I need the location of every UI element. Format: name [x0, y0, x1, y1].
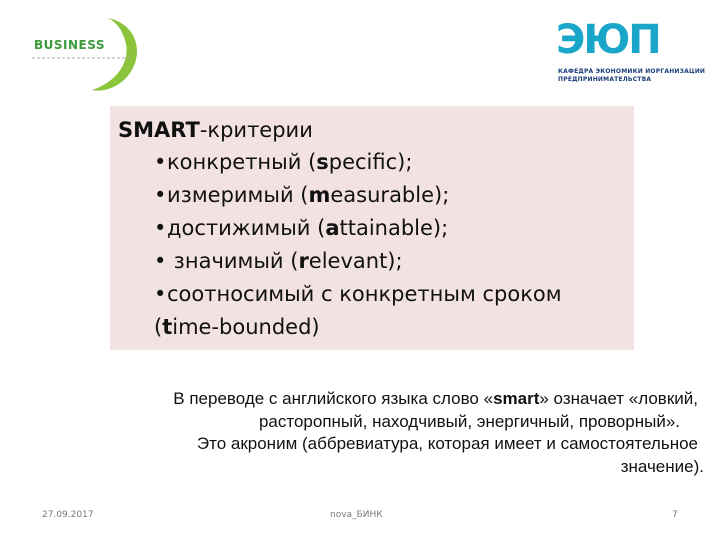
footer-date: 27.09.2017 [42, 510, 94, 520]
bullet-icon: • [154, 249, 167, 273]
translation-line-2: расторопный, находчивый, энергичный, проворный». [258, 411, 680, 431]
item-text: достижимый ( [167, 216, 326, 240]
item-text-end: pecific); [328, 150, 413, 174]
bullet-icon: • [154, 150, 167, 174]
translation-text-end: » означает «ловкий, [539, 389, 698, 408]
item-letter: t [162, 315, 173, 339]
translation-keyword: smart [493, 389, 540, 408]
eop-caption-line2: ПРЕДПРИНИМАТЕЛЬСТВА [558, 76, 652, 83]
bullet-icon: • [154, 282, 167, 306]
smart-title-bold: SMART [118, 118, 200, 142]
smart-title-rest: -критерии [199, 118, 313, 142]
footer-author: nova_БИНК [330, 510, 383, 520]
smart-title [118, 116, 313, 144]
item-letter: m [308, 183, 331, 207]
item-letter: a [325, 216, 340, 240]
translation-line-3: Это акроним (аббревиатура, которая имеет и самостоятельное [196, 434, 698, 453]
translation-paragraph [40, 388, 704, 478]
eop-logo [556, 17, 706, 88]
list-item [154, 245, 562, 278]
footer-page-number: 7 [672, 510, 678, 520]
list-item [154, 311, 562, 344]
list-item [154, 278, 562, 311]
bullet-icon: • [154, 216, 167, 240]
item-text: ( [154, 315, 163, 339]
item-text: соотносимый с конкретным сроком [167, 282, 562, 306]
translation-text: В переводе с английского языка слово « [173, 389, 494, 408]
item-text-end: elevant); [308, 249, 403, 273]
item-text-end: easurable); [330, 183, 450, 207]
smart-criteria-list [154, 146, 562, 344]
bullet-icon: • [154, 183, 167, 207]
business-logo-text: BUSINESS [34, 38, 105, 52]
list-item [154, 146, 562, 179]
item-text: значимый ( [167, 249, 299, 273]
item-text: конкретный ( [167, 150, 317, 174]
business-logo [30, 14, 150, 94]
translation-line-1 [40, 388, 704, 411]
smart-criteria-box [110, 106, 634, 350]
item-letter: s [316, 150, 329, 174]
translation-line-4: значение). [620, 456, 704, 476]
business-swoosh-icon [30, 14, 150, 94]
item-letter: r [298, 249, 309, 273]
item-text-end: ime-bounded) [172, 315, 320, 339]
eop-logo-text: ЭЮП [556, 17, 660, 63]
list-item [154, 212, 562, 245]
eop-caption-line1: КАФЕДРА ЭКОНОМИКИ ИОРГАНИЗАЦИИ [558, 68, 706, 75]
list-item [154, 179, 562, 212]
item-text: измеримый ( [167, 183, 309, 207]
item-text-end: ttainable); [339, 216, 449, 240]
